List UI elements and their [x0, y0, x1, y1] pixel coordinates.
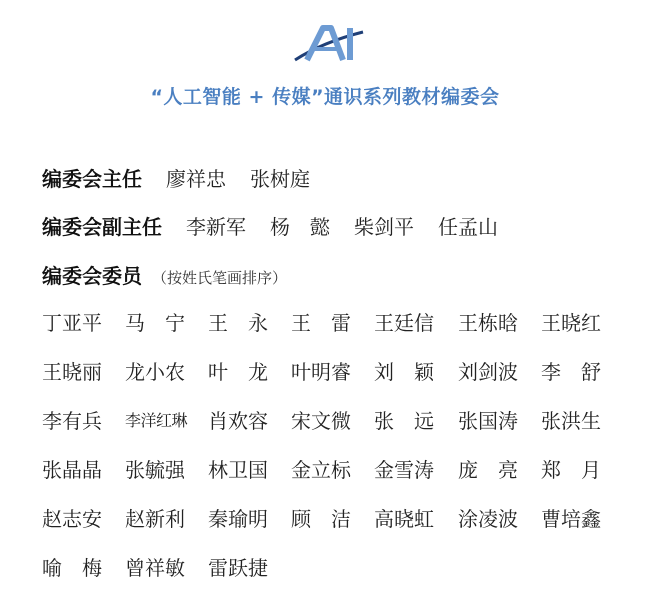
member-name: 张毓强 [125, 458, 185, 482]
member-name: 曹培鑫 [541, 507, 601, 531]
ai-logo [293, 22, 365, 66]
member-name: 丁亚平 [42, 311, 102, 335]
vice-director-name: 李新军 [186, 215, 246, 239]
member-name: 王廷信 [374, 311, 434, 335]
member-row [42, 505, 612, 554]
vice-director-row [42, 213, 498, 241]
member-name: 张洪生 [541, 409, 601, 433]
member-name: 赵志安 [42, 507, 102, 531]
member-name: 叶明睿 [291, 360, 351, 384]
member-name: 涂凌波 [458, 507, 518, 531]
ai-logo-icon [293, 22, 365, 66]
member-row [42, 456, 612, 505]
member-name: 张 远 [374, 409, 434, 433]
member-name: 金立标 [291, 458, 351, 482]
member-name: 庞 亮 [458, 458, 518, 482]
member-name: 王 永 [208, 311, 268, 335]
member-name: 张晶晶 [42, 458, 102, 482]
member-name: 李洋红琳 [125, 411, 188, 430]
member-row [42, 554, 612, 603]
member-name: 王 雷 [291, 311, 351, 335]
member-name: 王晓丽 [42, 360, 102, 384]
members-grid [42, 309, 612, 603]
member-row [42, 407, 612, 456]
committee-title: “人工智能 + 传媒”通识系列教材编委会 [150, 86, 500, 108]
members-label: 编委会委员 [42, 264, 142, 288]
director-row [42, 165, 310, 193]
director-label: 编委会主任 [42, 167, 142, 191]
member-name: 马 宁 [125, 311, 185, 335]
member-name: 王晓红 [541, 311, 601, 335]
member-name: 宋文微 [291, 409, 351, 433]
member-row [42, 309, 612, 358]
member-name: 王栋晗 [458, 311, 518, 335]
member-name: 郑 月 [541, 458, 601, 482]
vice-director-label: 编委会副主任 [42, 215, 162, 239]
member-name: 刘剑波 [458, 360, 518, 384]
vice-director-name: 柴剑平 [354, 215, 414, 239]
member-name: 曾祥敏 [125, 556, 185, 580]
member-name: 喻 梅 [42, 556, 102, 580]
member-name: 龙小农 [125, 360, 185, 384]
member-name: 张国涛 [458, 409, 518, 433]
member-row [42, 358, 612, 407]
member-name: 金雪涛 [374, 458, 434, 482]
vice-director-name: 杨 懿 [270, 215, 330, 239]
member-name: 刘 颖 [374, 360, 434, 384]
member-name: 秦瑜明 [208, 507, 268, 531]
member-name: 林卫国 [208, 458, 268, 482]
director-name: 张树庭 [250, 167, 310, 191]
member-name: 李 舒 [541, 360, 601, 384]
member-name: 雷跃捷 [208, 556, 268, 580]
vice-director-name: 任孟山 [438, 215, 498, 239]
member-name: 叶 龙 [208, 360, 268, 384]
director-name: 廖祥忠 [166, 167, 226, 191]
member-name: 赵新利 [125, 507, 185, 531]
members-label-row [42, 262, 287, 292]
member-name: 顾 洁 [291, 507, 351, 531]
member-name: 高晓虹 [374, 507, 434, 531]
member-name: 李有兵 [42, 409, 102, 433]
members-sort-note: （按姓氏笔画排序） [152, 269, 288, 287]
member-name: 肖欢容 [208, 409, 268, 433]
